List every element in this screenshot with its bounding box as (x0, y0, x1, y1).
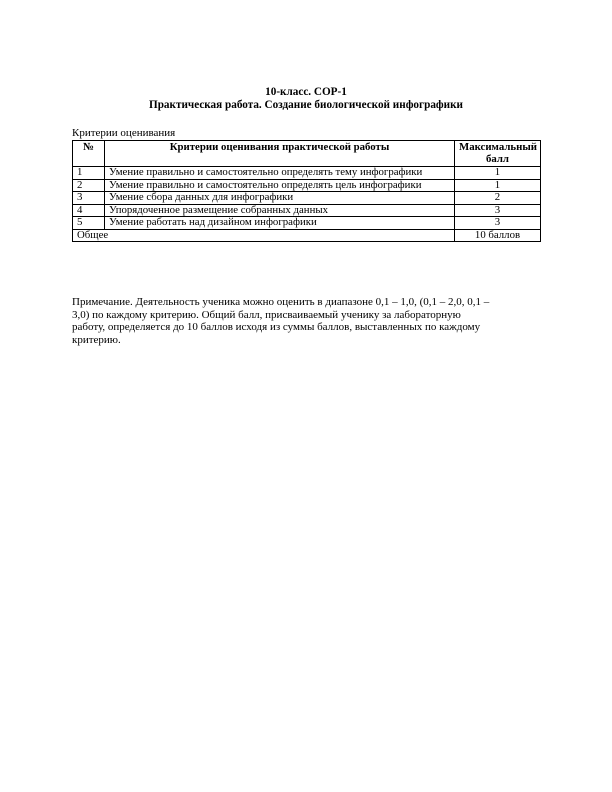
note-line: критерию. (72, 333, 121, 346)
row-max-score: 1 (455, 167, 541, 180)
row-max-score: 3 (455, 217, 541, 230)
row-criterion: Упорядоченное размещение собранных данных (105, 204, 455, 217)
row-criterion: Умение правильно и самостоятельно определять тему инфографики (105, 167, 455, 180)
table-header-row (73, 141, 541, 167)
table-row (73, 192, 541, 205)
table-total-row (73, 229, 541, 242)
title-line-2: Практическая работа. Создание биологической инфографики (149, 99, 463, 111)
section-label: Критерии оценивания (72, 127, 176, 139)
total-value: 10 баллов (455, 229, 541, 242)
note-line: Примечание. Деятельность ученика можно оценить в диапазоне 0,1 – 1,0, (0,1 – 2,0, 0,1 – (72, 296, 490, 308)
table-row (73, 217, 541, 230)
row-criterion: Умение работать над дизайном инфографики (105, 217, 455, 230)
total-label: Общее (73, 229, 455, 242)
row-number: 4 (73, 204, 105, 217)
row-max-score: 1 (455, 179, 541, 192)
table-row (73, 179, 541, 192)
row-criterion: Умение сбора данных для инфографики (105, 192, 455, 205)
header-max-score: Максимальный балл (455, 141, 541, 167)
row-number: 1 (73, 167, 105, 180)
note-paragraph (72, 296, 540, 346)
criteria-table (72, 140, 541, 242)
row-number: 2 (73, 179, 105, 192)
note-line: 3,0) по каждому критерию. Общий балл, присваиваемый ученику за лабораторную (72, 308, 461, 321)
row-max-score: 2 (455, 192, 541, 205)
row-number: 3 (73, 192, 105, 205)
row-max-score: 3 (455, 204, 541, 217)
header-number: № (73, 141, 105, 167)
header-criteria: Критерии оценивания практической работы (105, 141, 455, 167)
table-row (73, 204, 541, 217)
table-row (73, 167, 541, 180)
row-criterion: Умение правильно и самостоятельно определять цель инфографики (105, 179, 455, 192)
title-line-1: 10-класс. СОР-1 (265, 86, 347, 98)
note-line: работу, определяется до 10 баллов исходя из суммы баллов, выставленных по каждому (72, 321, 481, 334)
row-number: 5 (73, 217, 105, 230)
document-title (0, 86, 612, 112)
